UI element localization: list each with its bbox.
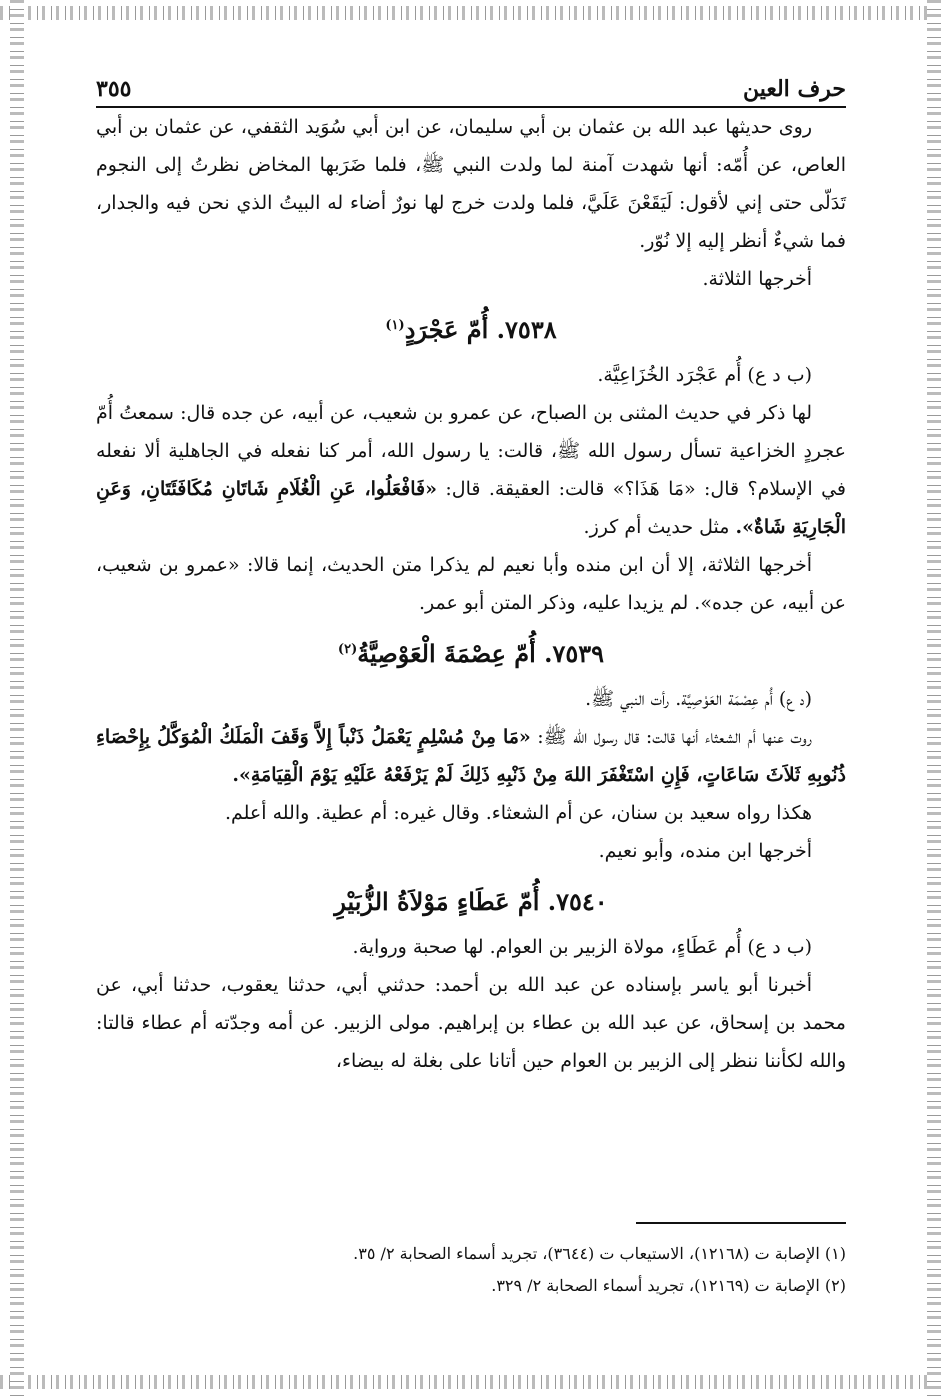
running-title: حرف العين bbox=[742, 76, 846, 102]
entry-line: (ب د ع) أُم عَجْرَد الخُزَاعِيَّة. bbox=[597, 364, 812, 386]
paragraph: روى حديثها عبد الله بن عثمان بن أبي سليمان، عن ابن أبي سُوَيد الثقفي، عن عثمان بن أبي العاص، عن أُمّه: أنها شهدت آمنة لما ولدت النبي ﷺ، فلما ضَرَبها المخاض نظرتُ إلى النجوم تَدَلّى حتى إني لأقول: لَيَقَعْنَ عَلَيَّ، فلما ولدت خرج لها نورٌ أضاء له البيتُ الذي نحن فيه والجدار، فما شيءٌ أنظر إليه إلا نُوّر. bbox=[96, 116, 846, 252]
entry-title bbox=[96, 630, 846, 674]
entry-line: أخرجها ابن منده، وأبو نعيم. bbox=[598, 840, 812, 862]
entry-text: روت عنها أم الشعثاء أنها قالت: قال رسول الله ﷺ: bbox=[537, 726, 812, 748]
hadith-text: «مَا مِنْ مُسْلِمٍ يَعْمَلُ ذَنْباً إِلاَّ وَقَفَ الْمَلَكُ الْمُوَكَّلُ بِإِحْصَاءِ ذُنُوبِهِ ثَلاَثَ سَاعَاتٍ، فَإِنِ اسْتَغْفَرَ اللهَ مِنْ ذَنْبِهِ ذَلِكَ لَمْ يَرْفَعْهُ عَلَيْهِ يَوْمَ الْقِيَامَةِ». bbox=[96, 726, 846, 786]
entry-text: لها ذكر في حديث المثنى بن الصباح، عن عمرو بن شعيب، عن أبيه، عن جده قال: سمعتُ أُمّ عجردٍ الخزاعية تسأل رسول الله ﷺ، قالت: يا رسول الله، أمر كنا نفعله في الجاهلية ألا نفعله في الإسلام؟ قال: «مَا هَذَا؟» قالت: العقيقة. قال: bbox=[96, 402, 846, 500]
entry-line bbox=[96, 394, 846, 546]
footnote-mark: (٢) bbox=[337, 642, 358, 657]
footnote-rule bbox=[636, 1222, 846, 1224]
entry-line: (ب د ع) أُم عَطَاءٍ، مولاة الزبير بن العوام. لها صحبة ورواية. bbox=[352, 936, 812, 958]
entry-line: أخبرنا أبو ياسر بإسناده عن عبد الله بن أحمد: حدثني أبي، حدثنا يعقوب، حدثنا أبي، عن محمد بن إسحاق، عن عبد الله بن عطاء بن إبراهيم. مولى الزبير. عن أمه وجدّته أم عطاء قالتا: والله لكأننا ننظر إلى الزبير بن العوام حين أتانا على بغلة له بيضاء، bbox=[96, 974, 846, 1072]
hadith-text: «فَافْعَلُوا، عَنِ الْغُلَامِ شَاتَانِ مُكَافَئَتَانِ، وَعَنِ الْجَارِيَةِ شَاةٌ». bbox=[96, 478, 846, 538]
page-border-top bbox=[0, 6, 947, 20]
entry-title bbox=[96, 306, 846, 350]
page-number: ٣٥٥ bbox=[96, 76, 132, 102]
entry-title-text: ٧٥٣٨. أُمّ عَجْرَدٍ bbox=[404, 315, 557, 344]
footnote: (٢) الإصابة ت (١٢١٦٩)، تجريد أسماء الصحابة ٢/ ٣٢٩. bbox=[491, 1276, 846, 1295]
entry-title bbox=[96, 878, 846, 922]
paragraph: أخرجها الثلاثة. bbox=[702, 268, 812, 290]
running-header bbox=[96, 66, 846, 108]
entry-line: أخرجها الثلاثة، إلا أن ابن منده وأبا نعيم لم يذكرا متن الحديث، إنما قالا: «عمرو بن شعيب، عن أبيه، عن جده». لم يزيدا عليه، وذكر المتن أبو عمر. bbox=[96, 554, 846, 614]
entry-title-text: ٧٥٣٩. أُمّ عِصْمَةَ الْعَوْصِيَّةُ bbox=[357, 639, 605, 668]
entry-text: مثل حديث أم كرز. bbox=[583, 516, 730, 538]
entry-title-text: ٧٥٤٠. أُمّ عَطَاءٍ مَوْلاَةُ الزُّبَيْرِ bbox=[334, 887, 608, 916]
book-page bbox=[96, 66, 846, 1336]
footnote-mark: (١) bbox=[385, 318, 405, 333]
page-border-left bbox=[10, 0, 24, 1397]
footnote: (١) الإصابة ت (١٢١٦٨)، الاستيعاب ت (٣٦٤٤)، تجريد أسماء الصحابة ٢/ ٣٥. bbox=[353, 1244, 846, 1263]
entry-line: (د ع) أُم عِصْمَة العَوْصِيَّة. رأت النبي ﷺ. bbox=[585, 688, 812, 710]
entry-line: هكذا رواه سعيد بن سنان، عن أم الشعثاء. وقال غيره: أم عطية. والله أعلم. bbox=[224, 802, 812, 824]
entry-line bbox=[96, 718, 846, 794]
page-body bbox=[96, 108, 846, 1080]
page-border-right bbox=[927, 0, 941, 1397]
page-border-bottom bbox=[0, 1375, 947, 1389]
footnotes bbox=[96, 1222, 846, 1302]
